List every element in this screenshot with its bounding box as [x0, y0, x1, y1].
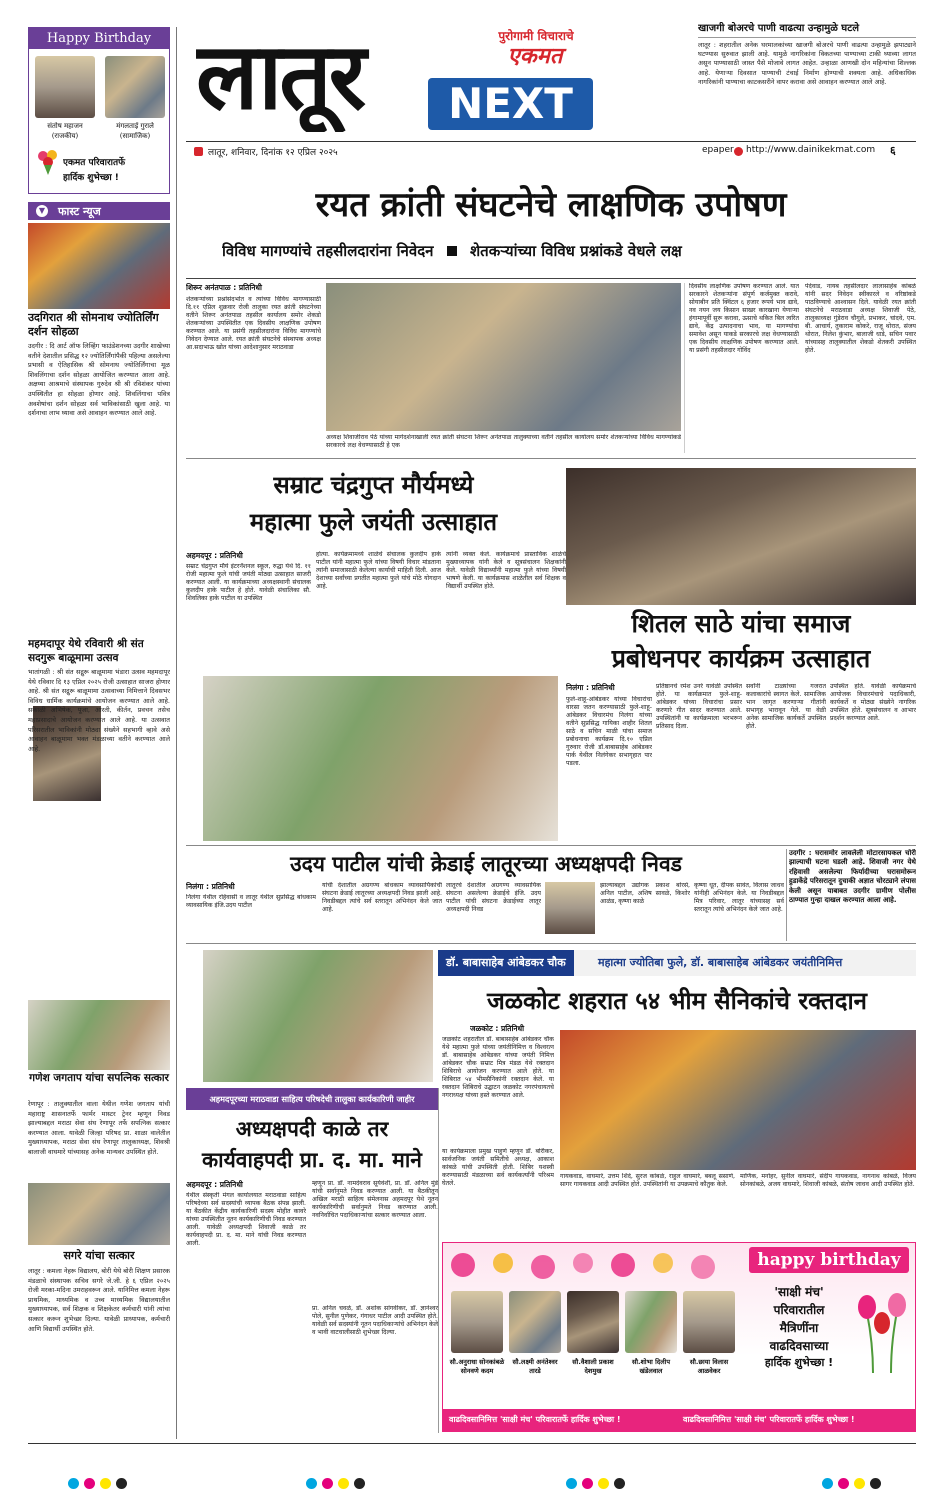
birthday-wish-2: हार्दिक शुभेच्छा !	[63, 173, 119, 183]
jalkot-headline: जळकोट शहरात ५४ भीम सैनिकांचे रक्तदान	[486, 987, 868, 1015]
news-body-balumama: भातांगळी : श्री संत सद्गुरू बाळूमामा भंडारा उत्सव महमदापूर येथे रविवार दि १३ एप्रिल २०२५ रोजी उत्साहात साजरा होणार आहे. श्री संत सद्गुरू बाळूमामा उत्सवाच्या निमित्ताने दिवसभर विविध धार्मिक कार्यक्रमांचे आयोजन करण्यात आले आहे. सकाळी अभिषेक, पूजा, आरती, कीर्तन, प्रवचन तसेच महाप्रसादाचे आयोजन करण्यात आले आहे. या उत्सवात परिसरातील भाविकांनी मोठ्या संख्येने सहभागी व्हावे असे आवाहन बाळूमामा भक्त मंडळाच्या वतीने करण्यात आले आहे.	[28, 668, 170, 753]
globe-icon	[734, 147, 743, 156]
sahitya-byline: अहमदपूर : प्रतिनिधी	[186, 1180, 243, 1189]
shital-headline-1: शितल साठे यांचा समाज	[631, 609, 851, 638]
registration-mark-yellow	[100, 1478, 111, 1489]
sakshi-banner: happy birthday	[749, 1247, 909, 1273]
sakshi-role-3: देशमुख	[584, 1367, 602, 1375]
registration-mark-cyan-3	[566, 1478, 577, 1489]
top-right-body: लातूर : शहरातील अनेक घरमालकांच्या खाजगी बोअरचे पाणी वाढत्या उन्हामुळे झपाट्याने घटण्यास सुरुवात झाली आहे. यामुळे नागरिकांना विकतच्या पाण्याच्या टाकी घ्याव्या लागत असून पाण्यासाठी जास्त पैसे मोजावे लागत आहेत. उन्हाळा आणखी दोन महिन्यांचा शिल्लक आहे. येणाऱ्या दिवसात पाण्याची टंचाई निर्माण होण्याची शक्यता आहे. अधिकाधिक नागरिकांनी पाण्याचा काटकसरीने वापर करावा असे आवाहन करण्यात आले आहे.	[698, 41, 916, 86]
birthday-photo-1	[35, 56, 95, 118]
registration-mark-yellow-4	[854, 1478, 865, 1489]
dateline-bar	[186, 141, 916, 160]
news-photo-somnath	[28, 223, 170, 309]
page-number: ६	[890, 144, 896, 157]
sakshi-footer	[443, 1409, 915, 1431]
uday-col5: कृष्णा धूत, दीपक सावंत, विलास जाधव यांनीही अभिनंदन केले. या निवडीबद्दल मित्र परिवार, लातूर यांच्यासह सर्व स्तरातून त्यांचे अभिनंदन केले जात आहे.	[694, 882, 784, 913]
birthday-role-2: (सामाजिक)	[119, 132, 151, 140]
sahitya-photo	[203, 950, 433, 1082]
sakshi-role-1: सोनवणे कदम	[460, 1367, 494, 1375]
jalkot-col3: गायकवाड, वाघमारे, उत्तम शिंदे, सुरज कांबळे, राहुल वाघमारे, बबलू ससाणे, सागर गायकवाड आदी उपस्थित होते. उपस्थितांनी या उपक्रमाचे कौतुक केले.	[560, 1173, 735, 1188]
shital-col3: सर्वांनी टाळ्यांच्या गजरात कलाकारांचे स्वागत केले. सामाजिक भान जागृत करणाऱ्या गीतांनी सभागृह भारावून गेले. या वेळी अनेक सामाजिक कार्यकर्ते उपस्थित होते.	[746, 683, 826, 730]
shital-byline: निलंगा : प्रतिनिधी	[566, 683, 615, 692]
shital-col4: उपस्थित होते. यावेळी कार्यक्रमाचे आयोजक विचारमंचाचे पदाधिकारी, कार्यकर्ते व मोठ्या संख्येने नागरिक उपस्थित होते. सूत्रसंचालन व आभार प्रदर्शन करण्यात आले.	[830, 683, 916, 722]
sakshi-wish-1: 'साक्षी मंच'	[774, 1285, 824, 1299]
sahitya-col2: म्हणून प्रा. डॉ. नामदेवराव सूर्यवंशी, प्रा. डॉ. अनिल मुंडे यांची सर्वानुमते निवड करण्यात आली. या बैठकीतून अखिल मराठी साहित्य संमेलनास अहमदपूर येथे नूतन कार्यकारिणीची सर्वानुमते निवड करण्यात आली. नवनिर्वाचित पदाधिकाऱ्यांचा सत्कार करण्यात आला.	[312, 1180, 438, 1219]
sahitya-headline-1: अध्यक्षपदी काळे तर	[235, 1117, 389, 1141]
lead-rule	[186, 278, 916, 279]
registration-mark-cyan	[68, 1478, 79, 1489]
shital-bottom-rule	[186, 845, 916, 846]
news-photo-jagtap	[28, 1000, 170, 1070]
uday-col1: निलंगा येथील रहिवासी व लातूर येथील सुप्रसिद्ध बांधकाम व्यावसायिक इंजि.उदय पाटील	[186, 894, 316, 909]
sakshi-footer-left: वाढदिवसानिमित्त 'साक्षी मंच' परिवारातर्फे हार्दिक शुभेच्छा !	[449, 1415, 621, 1424]
lead-headline: रयत क्रांती संघटनेचे लाक्षणिक उपोषण	[315, 185, 787, 225]
registration-mark-magenta-3	[582, 1478, 593, 1489]
samrat-col2: होत्या. कार्यक्रमामध्ये शाळेचे संचालक कुलदीप हाके पाटील यांनी महात्मा फुले यांच्या विषयी विचार मांडताना त्यांनी समाजासाठी केलेल्या कार्याची माहिती दिली. आज देशाच्या सर्वांच्या प्रगतीत महात्मा फुले यांचे मोठे योगदान आहे.	[316, 551, 441, 590]
news-headline-sagre: सगरे यांचा सत्कार	[63, 1249, 135, 1262]
samrat-col3: त्यांनी व्यक्त केले. कार्यक्रमाचे प्रास्ताविक शाळेचे मुख्याध्यापक यांनी केले व सूत्रसंचालन शिक्षकांनी केले. यावेळी विद्यार्थ्यांनी महात्मा फुले यांच्या विषयी भाषणे केली. या कार्यक्रमास शाळेतील सर्व शिक्षक व विद्यार्थी उपस्थित होते.	[446, 551, 566, 590]
sakshi-role-5: आळवेकर	[697, 1367, 721, 1375]
samrat-col1: सम्राट चंद्रगुप्त मौर्य इंटरनॅशनल स्कूल, रुद्धा येथे दि. ११ रोजी महात्मा फुले यांची जयंती मोठ्या उत्साहात साजरी करण्यात आली. या कार्यक्रमाच्या अध्यक्षस्थानी संचालक कुलदीप हाके पाटील हे होते. यावेळी संचालिका सौ. शिवलिका हाके पाटील या उपस्थित	[186, 563, 311, 602]
birthday-role-1: (राजकीय)	[51, 132, 79, 140]
sakshi-photo-4	[625, 1291, 677, 1353]
sakshi-name-4: सौ.शोभा दिलीप	[631, 1358, 671, 1366]
sakshi-role-2: तारडे	[529, 1367, 541, 1375]
jalkot-byline: जळकोट : प्रतिनिधी	[470, 1024, 525, 1033]
registration-mark-magenta	[84, 1478, 95, 1489]
samrat-headline-2: महात्मा फुले जयंती उत्साहात	[249, 508, 498, 536]
samrat-event-photo	[566, 468, 916, 605]
uday-col2: यांची देशातील अग्रगण्य बांधकाम व्यावसायिकांची संघटना क्रेडाई लातूरच्या अध्यक्षपदी निवड झाली आहे. निवडीबद्दल त्यांचे सर्व स्तरातून अभिनंदन केले जात आहे.	[322, 882, 442, 913]
sahitya-col3: प्रा. अनिल चवळे, डॉ. अशोक सांगवीकर, डॉ. ज्ञानेश्वर पोले, सुनील पुणेकर, गंगाधर पाटील आदी उपस्थित होते. यावेळी सर्व सदस्यांनी नूतन पदाधिकाऱ्यांचे अभिनंदन केले व भावी वाटचालीसाठी शुभेच्छा दिल्या.	[312, 1305, 438, 1336]
subhead-left: विविध मागण्यांचे तहसीलदारांना निवेदन	[222, 242, 434, 260]
jalkot-col2: या कार्यक्रमाला प्रमुख पाहुणे म्हणून डॉ. बोरीकर, सार्वजनिक जयंती समितीचे अध्यक्ष, आकाश कांबळे यांची उपस्थिती होती. शिबिर यशस्वी करण्यासाठी मंडळाच्या सर्व कार्यकर्त्यांनी परिश्रम घेतले.	[442, 1148, 554, 1187]
lead-bottom-rule	[186, 458, 916, 459]
uday-col3: लातूरचे देशातील अग्रगण्य व्यावसायिक संघटना असलेल्या क्रेडाईचे इंजि. उदय पाटील यांची संघटना क्रेडाईच्या लातूर अध्यक्षपदी निवड	[446, 882, 541, 913]
lead-subhead	[222, 238, 902, 264]
shital-col1: फुले-शाहू-आंबेडकर यांच्या विचारांचा वारसा जतन करण्यासाठी फुले-शाहू-आंबेडकर विचारमंच निलंगा यांच्या वतीने सुप्रसिद्ध गायिका शाहीर शितल साठे व सचिन माळी यांचा समाज प्रबोधनाचा कार्यक्रम दि.१० एप्रिल गुरुवार रोजी डॉ.बाबासाहेब आंबेडकर पार्क येथील निलंगेकर सभागृहात पार पडला.	[566, 696, 652, 767]
uday-byline: निलंगा : प्रतिनिधी	[186, 882, 235, 891]
news-headline-jagtap: गणेश जगताप यांचा सपत्निक सत्कार	[29, 1072, 169, 1084]
top-right-box	[698, 22, 916, 139]
registration-mark-black-4	[870, 1478, 881, 1489]
sakshi-name-2: सौ.लक्ष्मी अनंतेश्वर	[512, 1358, 558, 1366]
birthday-photo-2	[105, 56, 165, 118]
sakshi-name-3: सौ.वैशाली प्रकाश	[572, 1358, 614, 1366]
lead-col3: पेदेवाड, नायब तहसीलदार लालासाहेब कांबळे यांनी सदर निवेदन स्वीकारले व वरिष्ठांकडे पाठविण्याचे आश्वासन दिले. यावेळी रयत क्रांती संघटनेचे मराठवाडा अध्यक्ष शिवाजी पेठे, तालुकाध्यक्ष गुंडेराव चौगुले, प्रभाकर, चांदवे, एम. बी. आचार्य, तुकाराम कोकरे, राजू थोरात, संजय थोरात, निलेश कुंभार, बालाजी धाडे, सचिन पवार यांच्यासह तालुक्यातील शेकडो शेतकरी उपस्थित होते.	[805, 283, 916, 354]
bullet-square-icon	[447, 246, 457, 256]
registration-mark-cyan-4	[822, 1478, 833, 1489]
sahitya-headline-2: कार्यवाहपदी प्रा. द. मा. माने	[202, 1148, 422, 1172]
flowers-border-icon	[443, 1245, 743, 1285]
jalkot-col1: जळकोट शहरातील डॉ. बाबासाहेब आंबेडकर चौक येथे महात्मा फुले यांच्या जयंतीनिमित्त व विश्वरत्न डॉ. बाबासाहेब आंबेडकर यांच्या जयंती निमित्त आंबेडकर चौक सम्राट मित्र मंडळ येथे रक्तदान शिबिराचे आयोजन करण्यात आले होते. या शिबिरात ५४ भीमसैनिकांनी रक्तदान केले. या रक्तदान शिबिराचे उद्घाटन जळकोट नगरपंचायतचे नगराध्यक्ष यांच्या हस्ते करण्यात आले.	[442, 1036, 554, 1099]
sakshi-wish-3: मैत्रिणींना	[779, 1321, 819, 1335]
jalkot-col4: माणिक, मनोहर, सुनील वाघमारे, संदीप गायकवाड, नागनाथ कांबळे, विजय सोनकांबळे, अजय वाघमारे, शिवाजी कांबळे, संतोष जाधव आदी उपस्थित होते.	[740, 1173, 916, 1188]
subhead-right: शेतकऱ्यांच्या विविध प्रश्नांकडे वेधले लक्ष	[469, 242, 682, 260]
news-body-sagre: लातूर : कमला नेहरू विद्यालय, बोरी येथे बोरी शिक्षण प्रसारक मंडळाचे संस्थापक सचिव सगरे जे.जी. हे ६ एप्रिल २०२५ रोजी मरका-मदिना उमराहवरून आले. यानिमित्त कमला नेहरू प्राथमिक, माध्यमिक व उच्च माध्यमिक विद्यालयातील मुख्याध्यापक, सर्व शिक्षक व शिक्षकेतर कर्मचारी यांनी त्यांचा सत्कार करून शुभेच्छा दिल्या. यावेळी प्राध्यापक, कर्मचारी आणि विद्यार्थी उपस्थित होते.	[28, 1267, 170, 1333]
column-divider-lead	[684, 283, 685, 453]
theft-news: उदगीर : घरासमोर लावलेली मोटारसायकल चोरी झाल्याची घटना घडली आहे. शिवाजी नगर येथे रहिवासी असलेल्या फिर्यादीच्या घरासमोरून हुडाकेंद्रे परिसरातून दुचाकी अज्ञात चोरट्याने लंपास केली असून याबाबत उदगीर ग्रामीण पोलीस ठाण्यात गुन्हा दाखल करण्यात आला आहे.	[789, 849, 916, 905]
sakshi-name-5: सौ.छाया विलास	[689, 1358, 729, 1366]
news-body-jagtap: रेणापूर : तालुक्यातील वाला येथील गणेश जगताप यांची महाराष्ट्र शासनातर्फे फार्मर मास्टर ट्रेनर म्हणून निवड झाल्याबद्दल मराठा सेवा संघ रेणापूर तर्फे सपत्निक सत्कार करण्यात आला. यावेळी जिल्हा परिषद प्रा. शाळा वालेतील मुख्याध्यापक, मराठा सेवा संघ रेणापूर तालुकाध्यक्ष, शिवश्री बालाजी वाघमारे यांच्यासह अनेक मान्यवर उपस्थित होते.	[28, 1100, 170, 1156]
registration-marks	[0, 1478, 945, 1494]
sakshi-birthday-box	[442, 1242, 916, 1432]
registration-mark-magenta-2	[322, 1478, 333, 1489]
masthead-title: लातूर	[196, 23, 364, 130]
shital-headline-2: प्रबोधनपर कार्यक्रम उत्साहात	[611, 644, 871, 673]
news-body-somnath: उदगीर : दि आर्ट ऑफ लिव्हिंग फाउंडेशनच्या उदगीर शाखेच्या वतीने देशातील प्रसिद्ध १२ ज्योतिर्लिंगांपैकी पहिल्या असलेल्या प्रभासी व ऐतिहासिक श्री सोमनाथ ज्योतिर्लिंगाचा मूळ शिवलिंगाचा दर्शन सोहळा आयोजित करण्यात आला आहे. अक्षय्या आश्रमाचे संस्थापक गुरुदेव श्री श्री रविशंकर यांच्या उपस्थितीत हा सोहळा होणार आहे. शिवलिंगाचा पवित्र अवशेषांचा दर्शन सोहळा सर्व भाविकांसाठी खुला आहे. या दर्शनाचा लाभ घ्यावा असे आवाहन करण्यात आले आहे.	[28, 342, 170, 418]
samrat-byline: अहमदपूर : प्रतिनिधी	[186, 551, 243, 560]
masthead-next: NEXT	[428, 78, 593, 130]
ambedkar-text: महात्मा ज्योतिबा फुले, डॉ. बाबासाहेब आंबेडकर जयंतीनिमित्त	[598, 956, 843, 969]
sakshi-photo-2	[509, 1291, 561, 1353]
registration-mark-cyan-2	[306, 1478, 317, 1489]
sakshi-wish-4: वाढदिवसाच्या	[769, 1339, 829, 1353]
sakshi-name-1: सौ.अनुराधा सोनकांबळे	[449, 1358, 505, 1366]
lead-photo	[326, 283, 681, 431]
sakshi-footer-right: वाढदिवसानिमित्त 'साक्षी मंच' परिवारातर्फे हार्दिक शुभेच्छा !	[683, 1415, 855, 1424]
top-right-headline: खाजगी बोअरचे पाणी वाढत्या उन्हामुळे घटले	[698, 22, 916, 38]
column-divider-bottom	[438, 1088, 439, 1433]
chevron-down-icon: ▼	[36, 205, 48, 217]
dateline-text: लातूर, शनिवार, दिनांक १२ एप्रिल २०२५	[208, 148, 338, 158]
birthday-name-2: मंगलताई गुराले	[116, 122, 154, 130]
fast-news-title: फास्ट न्यूज	[58, 205, 101, 218]
sahitya-banner: अहमदपूरच्या मराठवाडा साहित्य परिषदेची तालुका कार्यकारिणी जाहीर	[186, 1088, 438, 1110]
registration-mark-black	[116, 1478, 127, 1489]
registration-mark-yellow-3	[598, 1478, 609, 1489]
lead-col2: दिवसीय लाक्षणिक उपोषण करण्यात आले. यात सरकारने शेतकऱ्यांना संपूर्ण कर्जमुक्त करावे, सोयाबीन प्रति क्विंटल ६ हजार रूपये भाव द्यावे, नव नयन जय किसान साखर कारखाना येणाऱ्या हंगामापूर्वी सुरू करावा, ऊसाचे थकित बिल त्वरित द्यावे, केंद्र उत्पादनाचा भाव, या मागण्यांचा समावेश असून याकडे सरकारचे लक्ष वेधण्यासाठी एक दिवसीय लाक्षणिक उपोषण करण्यात आले. या प्रसंगी तहसीलदार गोविंद	[689, 283, 799, 354]
sakshi-photo-1	[451, 1291, 503, 1353]
lead-col1: शेतकऱ्यांच्या प्रश्नांसंदर्भात व त्यांच्या विविध मागण्यासाठी दि.११ एप्रिल शुक्रवार रोजी तालुका रयत क्रांती संघटनेच्या वतीने शिरूर अनंतपाळ तहसील कार्यालय समोर शेकडो शेतकऱ्यांच्या उपस्थितीत एक दिवसीय लाक्षणिक उपोषण करण्यात आले. या प्रसंगी तहसीलदारांना विविध मागण्यांचे निवेदन देण्यात आले. रयत क्रांती संघटनेचे संस्थापक अध्यक्ष आ.सदाभाऊ खोत यांच्या आदेशानुसार मराठवाडा	[186, 296, 321, 351]
lead-byline: शिरूर अनंतपाळ : प्रतिनिधी	[186, 283, 262, 292]
sakshi-photo-5	[683, 1291, 735, 1353]
column-divider-left	[176, 27, 177, 1439]
shital-photo	[203, 676, 558, 841]
registration-mark-black-2	[354, 1478, 365, 1489]
birthday-title: Happy Birthday	[29, 28, 169, 49]
shital-col2: प्रतिष्ठानचे रमेश उनरे यावेळी उपस्थित होते. या कार्यक्रमात फुले-शाहू-आंबेडकर यांच्या विचारांचा प्रसार करणारे गीत सादर करण्यात आले. उपस्थितांनी या कार्यक्रमाला भरभरून प्रतिसाद दिला.	[656, 683, 742, 730]
sahitya-col1: येथील संस्कृती मंगल कार्यालयात मराठवाडा साहित्य परिषदेच्या सर्व सदस्यांची व्यापक बैठक संपन्न झाली. या बैठकीत केंद्रीय कार्यकारिणी सदस्य मोहीत कावरे यांच्या उपस्थितीत नूतन कार्यकारिणीची निवड करण्यात आली. यावेळी अध्यक्षपदी शिवाजी काळे तर कार्यवाहपदी प्रा. द. मा. माने यांची निवड करण्यात आली.	[186, 1192, 306, 1247]
calendar-icon	[194, 147, 203, 156]
registration-mark-black-3	[614, 1478, 625, 1489]
samrat-headline-1: सम्राट चंद्रगुप्त मौर्यमध्ये	[273, 471, 474, 499]
flower-bouquet-icon	[35, 148, 61, 176]
uday-col4: झाल्याबद्दल उद्योगक प्रकाश बोरसे, अनिल पाटील, अशिष सावळे, किशोर आळंड, कृष्णा काळे	[600, 882, 690, 905]
sakshi-wish-2: परिवारातील	[773, 1303, 825, 1317]
lead-photo-caption: अध्यक्ष शिवाजीराव पेठे यांच्या मार्गदर्शनाखाली रयत क्रांती संघटना शिरूर अनंतपाळ तालुक्याच्या वतीने तहसील कार्यालय समोर शेतकऱ्यांच्या विविध मागण्यांकडे सरकारचे लक्ष वेधण्यासाठी हे एक	[326, 434, 681, 449]
ambedkar-banner	[438, 950, 916, 976]
ambedkar-label: डॉ. बाबासाहेब आंबेडकर चौक	[438, 950, 574, 976]
epaper-link[interactable]: http://www.dainikekmat.com	[746, 145, 876, 155]
birthday-wish-1: एकमत परिवारातर्फे	[63, 158, 126, 168]
epaper-label: epaper	[702, 145, 734, 155]
news-headline-balumama: महमदापूर येथे रविवारी श्री संत सदगुरू बाळूमामा उत्सव	[28, 638, 144, 664]
sakshi-role-4: खंडेलवाल	[639, 1367, 663, 1375]
news-headline-somnath: उदगिरात श्री सोमनाथ ज्योतिर्लिंग दर्शन सोहळा	[28, 311, 159, 338]
news-photo-sagre	[28, 1183, 170, 1245]
registration-mark-yellow-2	[338, 1478, 349, 1489]
tulip-flowers-icon	[853, 1283, 911, 1379]
birthday-name-1: संतोष महाजन	[47, 122, 83, 130]
jalkot-photo	[560, 1030, 916, 1170]
uday-headline: उदय पाटील यांची क्रेडाई लातूरच्या अध्यक्षपदी निवड	[290, 852, 682, 876]
birthday-box	[28, 27, 170, 194]
uday-photo	[545, 882, 595, 934]
masthead-brand: एकमत	[507, 44, 563, 69]
registration-mark-magenta-4	[838, 1478, 849, 1489]
page-bottom-rule	[28, 1443, 916, 1444]
fast-news-header	[28, 202, 170, 220]
uday-bottom-rule	[186, 943, 916, 944]
sakshi-photo-3	[567, 1291, 619, 1353]
sakshi-wish-5: हार्दिक शुभेच्छा !	[764, 1356, 834, 1369]
masthead-tagline: पुरोगामी विचाराचे	[498, 29, 574, 43]
column-divider-uday	[786, 849, 787, 941]
